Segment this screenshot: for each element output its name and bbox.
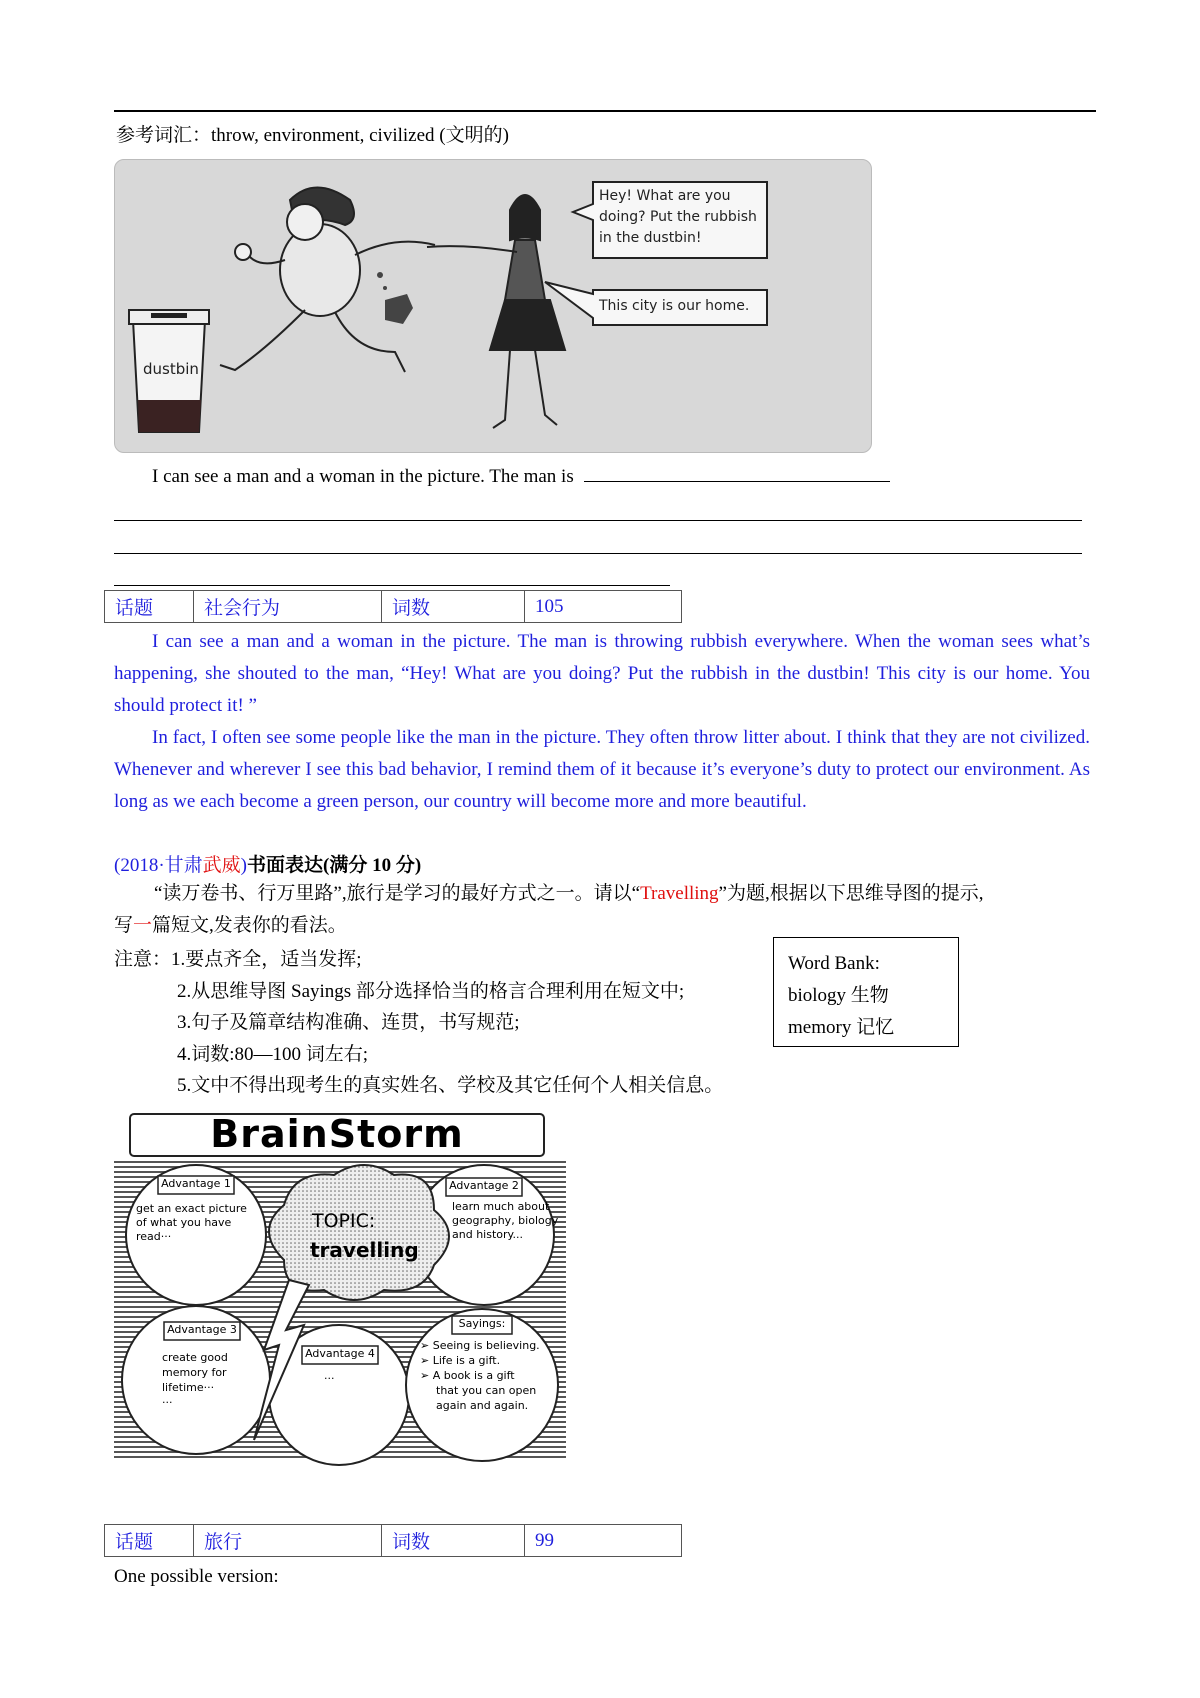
answer-line-2 (114, 553, 1082, 554)
saying-3: ➢ A book is a gift (420, 1369, 515, 1382)
note-1: 1.要点齐全，适当发挥; (171, 949, 362, 970)
intro-b: ”为题,根据以下思维导图的提示, (718, 883, 984, 904)
source-place: 武威 (202, 855, 241, 876)
intro-e: 篇短文,发表你的看法。 (152, 915, 347, 936)
topic-label: TOPIC: (312, 1210, 376, 1232)
adv3-text (162, 1350, 228, 1410)
topic-value: 社会行为 (194, 591, 382, 623)
bubble1-text: Hey! What are you doing? Put the rubbish in the dustbin! (599, 188, 757, 246)
header-rule (114, 110, 1096, 112)
intro-d: 一 (133, 915, 153, 936)
essay1-paragraph-1: I can see a man and a woman in the picture. The man is throwing rubbish everywhere. When the woman sees what’s happening, she shouted to the man, “Hey! What are you doing? Put the rubbish in the dustbin! This city is our home. You should protect it! ” (114, 631, 1090, 716)
adv3-line-3: lifetime··· (162, 1381, 215, 1394)
reference-vocab: 参考词汇：throw, environment, civilized (文明的) (116, 125, 509, 146)
brainstorm-map (114, 1110, 566, 1468)
word-bank-item-1: biology 生物 (788, 985, 889, 1006)
topic-value-2: 旅行 (194, 1525, 382, 1557)
word-bank-item-2: memory 记忆 (788, 1017, 895, 1038)
saying-3-cont-2: again and again. (436, 1399, 529, 1412)
adv3-line-2: memory for (162, 1366, 227, 1379)
source-line (114, 850, 421, 877)
saying-1: ➢ Seeing is believing. (420, 1339, 540, 1352)
bubble2-text: This city is our home. (599, 298, 750, 314)
note-2: 2.从思维导图 Sayings 部分选择恰当的格言合理利用在短文中; (177, 980, 685, 1002)
topic-value: travelling (310, 1238, 419, 1262)
adv1-line-2: of what you have (136, 1216, 232, 1229)
sayings-list (420, 1338, 540, 1413)
essay1 (114, 626, 1090, 818)
word-bank (773, 937, 959, 1047)
note-label: 注意： (114, 949, 172, 970)
adv3-line-4: ··· (162, 1396, 173, 1409)
count-label-2: 词数 (382, 1525, 525, 1557)
adv1-line-3: read··· (136, 1230, 172, 1243)
brainstorm-graphic (114, 1110, 566, 1468)
adv3-label: Advantage 3 (167, 1323, 237, 1336)
adv4-label: Advantage 4 (305, 1347, 375, 1360)
sayings-label: Sayings: (458, 1317, 506, 1330)
adv2-line-1: learn much about (452, 1200, 550, 1213)
source-close: ) (240, 855, 247, 876)
saying-2: ➢ Life is a gift. (420, 1354, 501, 1367)
woman-figure-icon (427, 195, 565, 428)
saying-3-cont-1: that you can open (436, 1384, 537, 1397)
topic-label-2: 话题 (105, 1525, 194, 1557)
prompt-text: I can see a man and a woman in the picture. The man is (152, 466, 574, 487)
notes (114, 944, 723, 1102)
meta-table-2 (104, 1524, 682, 1557)
adv2-text (452, 1200, 558, 1242)
note-5: 5.文中不得出现考生的真实姓名、学校及其它任何个人相关信息。 (177, 1075, 724, 1096)
intro-topic: Travelling (640, 883, 719, 904)
answer-line-3 (114, 585, 670, 586)
answer-line-1 (114, 520, 1082, 521)
closing-line: One possible version: (114, 1566, 279, 1587)
meta-table-1 (104, 590, 682, 623)
count-label: 词数 (382, 591, 525, 623)
count-value-2: 99 (525, 1525, 682, 1557)
adv1-text (136, 1202, 247, 1244)
adv4-text: ··· (324, 1372, 335, 1385)
brainstorm-title: BrainStorm (210, 1112, 464, 1156)
cloud-topic-icon (269, 1165, 449, 1300)
task-intro (114, 878, 1090, 942)
dustbin-label: dustbin (143, 360, 199, 378)
rubbish-icon (377, 272, 413, 324)
prompt-line (152, 466, 890, 488)
source-open: (2018·甘肃 (114, 855, 203, 876)
adv1-label: Advantage 1 (161, 1177, 231, 1190)
adv3-line-1: create good (162, 1351, 228, 1364)
adv2-label: Advantage 2 (449, 1179, 519, 1192)
intro-c: 写 (114, 915, 134, 936)
adv2-line-2: geography, biology (452, 1214, 559, 1227)
answer-blank (584, 481, 890, 482)
note-4: 4.词数:80—100 词左右; (177, 1043, 369, 1065)
note-3: 3.句子及篇章结构准确、连贯，书写规范; (177, 1012, 520, 1033)
intro-a: “读万卷书、行万里路”,旅行是学习的最好方式之一。请以“ (154, 883, 641, 904)
count-value: 105 (525, 591, 682, 623)
adv2-line-3: and history... (452, 1228, 523, 1241)
word-bank-title: Word Bank: (788, 953, 880, 974)
topic-label: 话题 (105, 591, 194, 623)
section-title: 书面表达(满分 10 分) (247, 855, 422, 876)
man-figure-icon (220, 188, 435, 373)
adv1-line-1: get an exact picture (136, 1202, 247, 1215)
essay1-paragraph-2: In fact, I often see some people like the man in the picture. They often throw litter about. I think that they are not civilized. Whenever and wherever I see this bad behavior, I remind them of it because it’s everyone’s duty to protect our environment. As long as we each become a green person, our country will become more and more beautiful. (114, 727, 1090, 812)
scene-picture (114, 159, 872, 453)
